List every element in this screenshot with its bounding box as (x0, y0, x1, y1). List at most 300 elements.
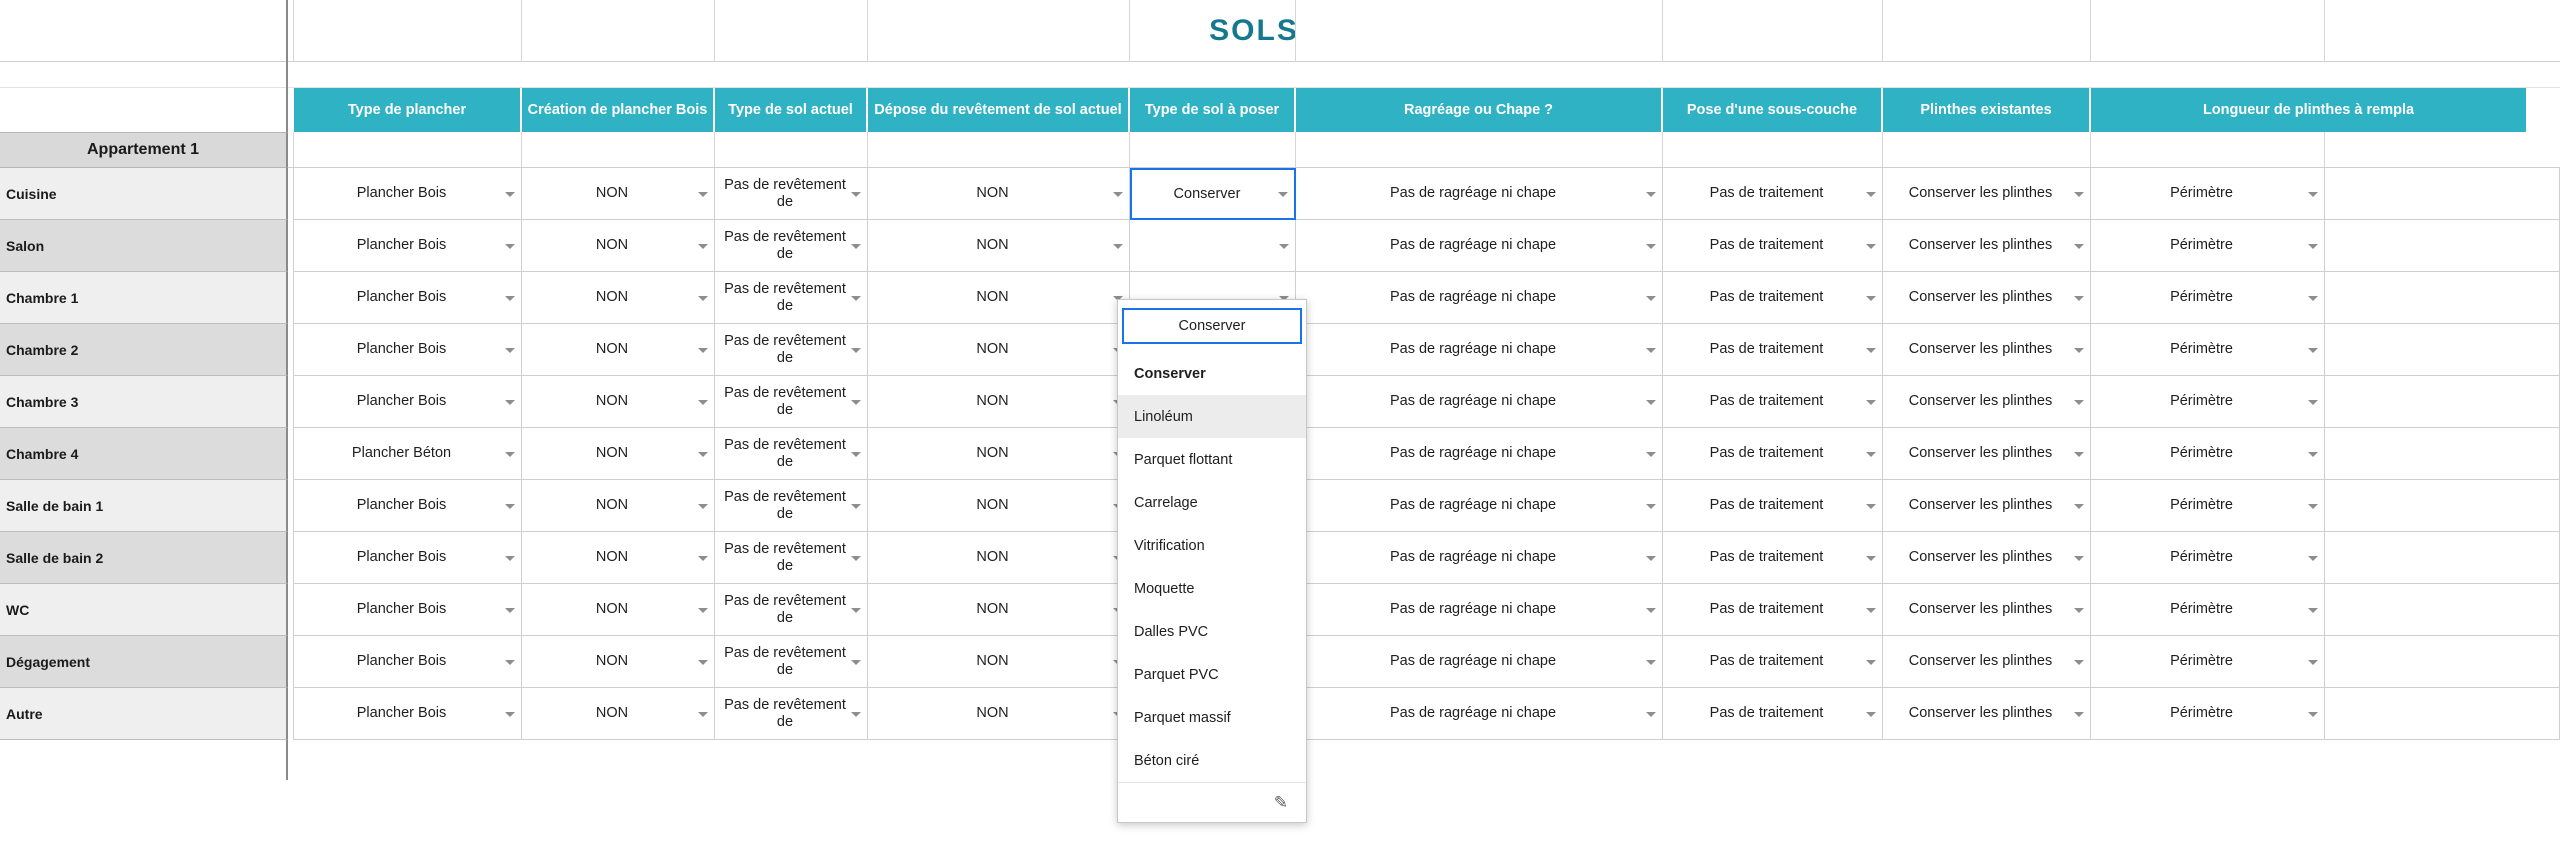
cell-type-plancher[interactable] (294, 168, 522, 220)
cell-longueur-plinthes[interactable] (2091, 532, 2325, 584)
apartment-row (0, 132, 2560, 168)
chevron-down-icon[interactable] (1646, 452, 1656, 457)
cell-plinthes-existantes[interactable] (1883, 480, 2091, 532)
cell-value: Pas de ragréage ni chape (1389, 601, 1557, 618)
cell-plinthes-existantes[interactable] (1883, 324, 2091, 376)
cell-pose-sous-couche[interactable] (1663, 376, 1883, 428)
cell-type-sol-actuel[interactable] (715, 532, 868, 584)
cell-value: Conserver les plinthes (1908, 653, 2053, 670)
chevron-down-icon[interactable] (1866, 608, 1876, 613)
cell-value: Plancher Bois (356, 341, 447, 358)
chevron-down-icon[interactable] (851, 400, 861, 405)
chevron-down-icon[interactable] (2074, 660, 2084, 665)
table-row (0, 220, 2560, 272)
cell-type-plancher[interactable] (294, 636, 522, 688)
cell-value: NON (976, 601, 1009, 618)
cell-type-sol-actuel[interactable] (715, 168, 868, 220)
chevron-down-icon[interactable] (851, 192, 861, 197)
column-header-longueur-plinthes[interactable]: Longueur de plinthes à rempla (2091, 88, 2526, 132)
chevron-down-icon[interactable] (2074, 348, 2084, 353)
cell-longueur-plinthes[interactable] (2091, 688, 2325, 740)
chevron-down-icon[interactable] (2074, 608, 2084, 613)
cell-value: Périmètre (2170, 497, 2233, 514)
cell-ragreage-chape[interactable] (1296, 220, 1663, 272)
cell-type-sol-actuel[interactable] (715, 688, 868, 740)
cell-type-sol-a-poser[interactable] (1130, 168, 1296, 220)
cell-ragreage-chape[interactable] (1296, 480, 1663, 532)
column-header-pose-sous-couche[interactable]: Pose d'une sous-couche (1663, 88, 1883, 132)
cell-value: Conserver les plinthes (1908, 185, 2053, 202)
row-label: Chambre 4 (0, 428, 288, 480)
chevron-down-icon[interactable] (1278, 192, 1288, 197)
chevron-down-icon[interactable] (698, 660, 708, 665)
cell-longueur-plinthes[interactable] (2091, 376, 2325, 428)
cell-notes[interactable] (2325, 324, 2560, 376)
cell-ragreage-chape[interactable] (1296, 636, 1663, 688)
cell-plinthes-existantes[interactable] (1883, 168, 2091, 220)
chevron-down-icon[interactable] (1646, 660, 1656, 665)
cell-plinthes-existantes[interactable] (1883, 532, 2091, 584)
dropdown-option[interactable]: Béton ciré (1134, 752, 1200, 769)
cell-ragreage-chape[interactable] (1296, 272, 1663, 324)
cell-value: NON (595, 653, 629, 670)
cell-notes[interactable] (2325, 636, 2560, 688)
column-header-plinthes-existantes[interactable]: Plinthes existantes (1883, 88, 2091, 132)
cell-value: Pas de traitement (1709, 289, 1824, 306)
cell-value: Pas de traitement (1709, 549, 1824, 566)
dropdown-option[interactable]: Parquet flottant (1134, 451, 1233, 468)
row-label: Cuisine (0, 168, 288, 220)
row-label: Chambre 2 (0, 324, 288, 376)
chevron-down-icon[interactable] (505, 244, 515, 249)
cell-longueur-plinthes[interactable] (2091, 480, 2325, 532)
cell-pose-sous-couche[interactable] (1663, 324, 1883, 376)
chevron-down-icon[interactable] (505, 296, 515, 301)
cell-value: Périmètre (2170, 653, 2233, 670)
cell-notes[interactable] (2325, 428, 2560, 480)
chevron-down-icon[interactable] (1866, 660, 1876, 665)
chevron-down-icon[interactable] (1646, 504, 1656, 509)
cell-value: NON (595, 549, 629, 566)
cell-value: Conserver les plinthes (1908, 445, 2053, 462)
cell-type-sol-actuel[interactable] (715, 324, 868, 376)
apartment-label: Appartement 1 (0, 132, 288, 168)
cell-value: Conserver les plinthes (1908, 705, 2053, 722)
apartment-row-body (288, 132, 2560, 168)
cell-value: Pas de traitement (1709, 601, 1824, 618)
cell-plinthes-existantes[interactable] (1883, 428, 2091, 480)
chevron-down-icon[interactable] (2308, 452, 2318, 457)
cell-creation-plancher-bois[interactable] (522, 168, 715, 220)
chevron-down-icon[interactable] (505, 556, 515, 561)
chevron-down-icon[interactable] (505, 348, 515, 353)
cell-plinthes-existantes[interactable] (1883, 376, 2091, 428)
chevron-down-icon[interactable] (851, 712, 861, 717)
cell-depose-revetement[interactable] (868, 376, 1130, 428)
cell-value: Conserver (1173, 185, 1241, 202)
cell-value: Conserver les plinthes (1908, 497, 2053, 514)
cell-value: NON (976, 393, 1009, 410)
cell-value: Conserver les plinthes (1908, 237, 2053, 254)
chevron-down-icon[interactable] (1646, 244, 1656, 249)
cell-value: Pas de revêtement de (724, 280, 846, 314)
title-band (0, 0, 2560, 62)
page-title: SOLS (1209, 14, 1299, 47)
chevron-down-icon[interactable] (1866, 400, 1876, 405)
pencil-icon[interactable]: ✎ (1273, 792, 1288, 812)
chevron-down-icon[interactable] (698, 296, 708, 301)
cell-plinthes-existantes[interactable] (1883, 636, 2091, 688)
cell-pose-sous-couche[interactable] (1663, 428, 1883, 480)
cell-value: NON (976, 289, 1009, 306)
dropdown-selected-value[interactable]: Conserver (1122, 308, 1302, 344)
cell-plinthes-existantes[interactable] (1883, 272, 2091, 324)
cell-depose-revetement[interactable] (868, 636, 1130, 688)
chevron-down-icon[interactable] (505, 660, 515, 665)
cell-ragreage-chape[interactable] (1296, 428, 1663, 480)
chevron-down-icon[interactable] (2308, 400, 2318, 405)
row-label: Chambre 1 (0, 272, 288, 324)
dropdown-option[interactable]: Moquette (1134, 580, 1195, 597)
cell-value: Plancher Béton (351, 445, 452, 462)
chevron-down-icon[interactable] (1646, 608, 1656, 613)
chevron-down-icon[interactable] (2308, 296, 2318, 301)
cell-notes[interactable] (2325, 688, 2560, 740)
title-band-left-blank (0, 0, 288, 62)
chevron-down-icon[interactable] (851, 296, 861, 301)
cell-longueur-plinthes[interactable] (2091, 584, 2325, 636)
cell-value: Plancher Bois (356, 393, 447, 410)
chevron-down-icon[interactable] (505, 192, 515, 197)
cell-ragreage-chape[interactable] (1296, 584, 1663, 636)
cell-type-plancher[interactable] (294, 480, 522, 532)
chevron-down-icon[interactable] (851, 348, 861, 353)
cell-plinthes-existantes[interactable] (1883, 584, 2091, 636)
chevron-down-icon[interactable] (505, 400, 515, 405)
cell-ragreage-chape[interactable] (1296, 532, 1663, 584)
cell-value: Plancher Bois (356, 497, 447, 514)
cell-value: Périmètre (2170, 393, 2233, 410)
cell-notes[interactable] (2325, 272, 2560, 324)
cell-notes[interactable] (2325, 220, 2560, 272)
chevron-down-icon[interactable] (698, 504, 708, 509)
cell-creation-plancher-bois[interactable] (522, 480, 715, 532)
cell-pose-sous-couche[interactable] (1663, 220, 1883, 272)
cell-value: Périmètre (2170, 289, 2233, 306)
chevron-down-icon[interactable] (851, 660, 861, 665)
chevron-down-icon[interactable] (1866, 504, 1876, 509)
chevron-down-icon[interactable] (1866, 192, 1876, 197)
cell-notes[interactable] (2325, 480, 2560, 532)
cell-type-plancher[interactable] (294, 532, 522, 584)
chevron-down-icon[interactable] (1279, 244, 1289, 249)
cell-ragreage-chape[interactable] (1296, 324, 1663, 376)
column-header-creation-plancher-bois[interactable]: Création de plancher Bois (522, 88, 715, 132)
cell-type-sol-actuel[interactable] (715, 272, 868, 324)
column-header-type-sol-a-poser[interactable]: Type de sol à poser (1130, 88, 1296, 132)
cell-value: NON (976, 341, 1009, 358)
cell-pose-sous-couche[interactable] (1663, 636, 1883, 688)
cell-type-sol-actuel[interactable] (715, 480, 868, 532)
dropdown-option[interactable]: Carrelage (1134, 494, 1198, 511)
cell-value: Plancher Bois (356, 549, 447, 566)
dropdown-option-list[interactable] (1118, 348, 1306, 782)
chevron-down-icon[interactable] (2308, 608, 2318, 613)
cell-value: Plancher Bois (356, 705, 447, 722)
dropdown-option[interactable]: Dalles PVC (1134, 623, 1209, 640)
cell-value: NON (595, 341, 629, 358)
chevron-down-icon[interactable] (698, 712, 708, 717)
chevron-down-icon[interactable] (1646, 296, 1656, 301)
cell-ragreage-chape[interactable] (1296, 168, 1663, 220)
cell-depose-revetement[interactable] (868, 168, 1130, 220)
cell-value: Plancher Bois (356, 237, 447, 254)
cell-value: Conserver les plinthes (1908, 601, 2053, 618)
cell-value: Périmètre (2170, 185, 2233, 202)
cell-value: Pas de revêtement de (724, 696, 846, 730)
chevron-down-icon[interactable] (2074, 192, 2084, 197)
chevron-down-icon[interactable] (1646, 556, 1656, 561)
cell-pose-sous-couche[interactable] (1663, 480, 1883, 532)
cell-value: Périmètre (2170, 601, 2233, 618)
cell-pose-sous-couche[interactable] (1663, 688, 1883, 740)
cell-value: NON (595, 705, 629, 722)
cell-value: Plancher Bois (356, 289, 447, 306)
chevron-down-icon[interactable] (1866, 452, 1876, 457)
chevron-down-icon[interactable] (1646, 712, 1656, 717)
cell-type-plancher[interactable] (294, 584, 522, 636)
chevron-down-icon[interactable] (505, 608, 515, 613)
chevron-down-icon[interactable] (851, 556, 861, 561)
cell-longueur-plinthes[interactable] (2091, 324, 2325, 376)
chevron-down-icon[interactable] (2074, 296, 2084, 301)
cell-value: Pas de ragréage ni chape (1389, 705, 1557, 722)
chevron-down-icon[interactable] (2074, 452, 2084, 457)
column-header-depose-revetement[interactable]: Dépose du revêtement de sol actuel (868, 88, 1130, 132)
cell-type-sol-actuel[interactable] (715, 428, 868, 480)
cell-creation-plancher-bois[interactable] (522, 636, 715, 688)
chevron-down-icon[interactable] (698, 556, 708, 561)
cell-value: Périmètre (2170, 445, 2233, 462)
cell-depose-revetement[interactable] (868, 584, 1130, 636)
chevron-down-icon[interactable] (698, 452, 708, 457)
cell-value: Pas de traitement (1709, 393, 1824, 410)
cell-depose-revetement[interactable] (868, 272, 1130, 324)
chevron-down-icon[interactable] (698, 244, 708, 249)
chevron-down-icon[interactable] (1646, 348, 1656, 353)
cell-notes[interactable] (2325, 376, 2560, 428)
cell-notes[interactable] (2325, 168, 2560, 220)
cell-notes[interactable] (2325, 532, 2560, 584)
cell-depose-revetement[interactable] (868, 428, 1130, 480)
chevron-down-icon[interactable] (2308, 504, 2318, 509)
cell-value: Pas de ragréage ni chape (1389, 445, 1557, 462)
chevron-down-icon[interactable] (2074, 244, 2084, 249)
cell-longueur-plinthes[interactable] (2091, 168, 2325, 220)
cell-notes[interactable] (2325, 584, 2560, 636)
column-header-ragreage-chape[interactable]: Ragréage ou Chape ? (1296, 88, 1663, 132)
chevron-down-icon[interactable] (1866, 556, 1876, 561)
chevron-down-icon[interactable] (851, 504, 861, 509)
cell-type-plancher[interactable] (294, 272, 522, 324)
cell-depose-revetement[interactable] (868, 220, 1130, 272)
cell-value: Pas de traitement (1709, 653, 1824, 670)
spacer-left (0, 62, 288, 88)
cell-type-sol-actuel[interactable] (715, 584, 868, 636)
cell-value: NON (595, 237, 629, 254)
dropdown-option[interactable]: Linoléum (1118, 395, 1306, 438)
cell-value: Conserver les plinthes (1908, 393, 2053, 410)
chevron-down-icon[interactable] (2074, 504, 2084, 509)
column-header-row (0, 88, 2560, 132)
cell-value: NON (976, 185, 1009, 202)
cell-value: Pas de revêtement de (724, 592, 846, 626)
cell-creation-plancher-bois[interactable] (522, 532, 715, 584)
title-band-right (288, 0, 2560, 62)
chevron-down-icon[interactable] (1866, 348, 1876, 353)
cell-value: Pas de traitement (1709, 185, 1824, 202)
chevron-down-icon[interactable] (2308, 712, 2318, 717)
cell-creation-plancher-bois[interactable] (522, 428, 715, 480)
chevron-down-icon[interactable] (1646, 192, 1656, 197)
chevron-down-icon[interactable] (851, 452, 861, 457)
row-label: Salle de bain 1 (0, 480, 288, 532)
cell-pose-sous-couche[interactable] (1663, 272, 1883, 324)
chevron-down-icon[interactable] (2074, 400, 2084, 405)
cell-value: NON (976, 497, 1009, 514)
cell-depose-revetement[interactable] (868, 480, 1130, 532)
cell-creation-plancher-bois[interactable] (522, 220, 715, 272)
cell-longueur-plinthes[interactable] (2091, 428, 2325, 480)
cell-creation-plancher-bois[interactable] (522, 376, 715, 428)
cell-value: Pas de traitement (1709, 237, 1824, 254)
chevron-down-icon[interactable] (1866, 296, 1876, 301)
chevron-down-icon[interactable] (2308, 556, 2318, 561)
cell-value: Pas de ragréage ni chape (1389, 549, 1557, 566)
dropdown-footer (1118, 782, 1306, 822)
dropdown-option[interactable]: Vitrification (1134, 537, 1205, 554)
cell-value: Pas de traitement (1709, 497, 1824, 514)
column-header-type-sol-actuel[interactable]: Type de sol actuel (715, 88, 868, 132)
cell-depose-revetement[interactable] (868, 324, 1130, 376)
type-sol-a-poser-dropdown[interactable] (1117, 299, 1307, 823)
cell-value: NON (595, 289, 629, 306)
cell-longueur-plinthes[interactable] (2091, 272, 2325, 324)
cell-creation-plancher-bois[interactable] (522, 324, 715, 376)
cell-value: Plancher Bois (356, 185, 447, 202)
cell-value: Pas de revêtement de (724, 436, 846, 470)
cell-value: Pas de revêtement de (724, 384, 846, 418)
cell-type-plancher[interactable] (294, 688, 522, 740)
chevron-down-icon[interactable] (2308, 348, 2318, 353)
cell-value: Pas de ragréage ni chape (1389, 185, 1557, 202)
chevron-down-icon[interactable] (505, 452, 515, 457)
column-header-type-plancher[interactable]: Type de plancher (294, 88, 522, 132)
chevron-down-icon[interactable] (1113, 244, 1123, 249)
cell-value: Pas de ragréage ni chape (1389, 393, 1557, 410)
chevron-down-icon[interactable] (2074, 556, 2084, 561)
chevron-down-icon[interactable] (1866, 712, 1876, 717)
cell-value: Périmètre (2170, 341, 2233, 358)
chevron-down-icon[interactable] (851, 608, 861, 613)
cell-value: Pas de ragréage ni chape (1389, 289, 1557, 306)
cell-value: Conserver les plinthes (1908, 549, 2053, 566)
cell-pose-sous-couche[interactable] (1663, 584, 1883, 636)
table-row (0, 168, 2560, 220)
chevron-down-icon[interactable] (698, 192, 708, 197)
chevron-down-icon[interactable] (1646, 400, 1656, 405)
cell-value: NON (595, 445, 629, 462)
cell-value: Pas de ragréage ni chape (1389, 653, 1557, 670)
chevron-down-icon[interactable] (505, 712, 515, 717)
chevron-down-icon[interactable] (2308, 192, 2318, 197)
cell-value: NON (976, 237, 1009, 254)
cell-value: Pas de traitement (1709, 445, 1824, 462)
chevron-down-icon[interactable] (2308, 244, 2318, 249)
cell-type-plancher[interactable] (294, 376, 522, 428)
row-label: Autre (0, 688, 288, 740)
dropdown-option[interactable]: Parquet PVC (1134, 666, 1219, 683)
cell-type-plancher[interactable] (294, 220, 522, 272)
cell-value: Périmètre (2170, 549, 2233, 566)
chevron-down-icon[interactable] (2074, 712, 2084, 717)
dropdown-option[interactable]: Conserver (1134, 365, 1206, 382)
cell-depose-revetement[interactable] (868, 532, 1130, 584)
row-label: Dégagement (0, 636, 288, 688)
cell-value: Pas de revêtement de (724, 176, 846, 210)
row-label: Salon (0, 220, 288, 272)
cell-value: NON (976, 445, 1009, 462)
chevron-down-icon[interactable] (2308, 660, 2318, 665)
cell-value: Périmètre (2170, 705, 2233, 722)
chevron-down-icon[interactable] (698, 400, 708, 405)
chevron-down-icon[interactable] (505, 504, 515, 509)
cell-type-sol-a-poser[interactable] (1130, 220, 1296, 272)
cell-value: Pas de ragréage ni chape (1389, 341, 1557, 358)
cell-pose-sous-couche[interactable] (1663, 532, 1883, 584)
cell-pose-sous-couche[interactable] (1663, 168, 1883, 220)
cell-value: NON (976, 549, 1009, 566)
cell-creation-plancher-bois[interactable] (522, 584, 715, 636)
header-corner (0, 88, 288, 132)
cell-type-sol-actuel[interactable] (715, 220, 868, 272)
dropdown-option[interactable]: Parquet massif (1134, 709, 1231, 726)
chevron-down-icon[interactable] (698, 608, 708, 613)
cell-type-sol-actuel[interactable] (715, 376, 868, 428)
cell-longueur-plinthes[interactable] (2091, 220, 2325, 272)
cell-plinthes-existantes[interactable] (1883, 688, 2091, 740)
chevron-down-icon[interactable] (1866, 244, 1876, 249)
cell-creation-plancher-bois[interactable] (522, 688, 715, 740)
cell-type-sol-actuel[interactable] (715, 636, 868, 688)
cell-value: NON (595, 185, 629, 202)
cell-type-plancher[interactable] (294, 428, 522, 480)
cell-value: NON (595, 497, 629, 514)
cell-creation-plancher-bois[interactable] (522, 272, 715, 324)
cell-longueur-plinthes[interactable] (2091, 636, 2325, 688)
cell-value: Conserver les plinthes (1908, 341, 2053, 358)
chevron-down-icon[interactable] (698, 348, 708, 353)
chevron-down-icon[interactable] (1113, 192, 1123, 197)
cell-depose-revetement[interactable] (868, 688, 1130, 740)
cell-plinthes-existantes[interactable] (1883, 220, 2091, 272)
cell-ragreage-chape[interactable] (1296, 688, 1663, 740)
cell-value: Plancher Bois (356, 653, 447, 670)
cell-type-plancher[interactable] (294, 324, 522, 376)
sheet-tail-left (0, 740, 288, 780)
chevron-down-icon[interactable] (851, 244, 861, 249)
cell-ragreage-chape[interactable] (1296, 376, 1663, 428)
